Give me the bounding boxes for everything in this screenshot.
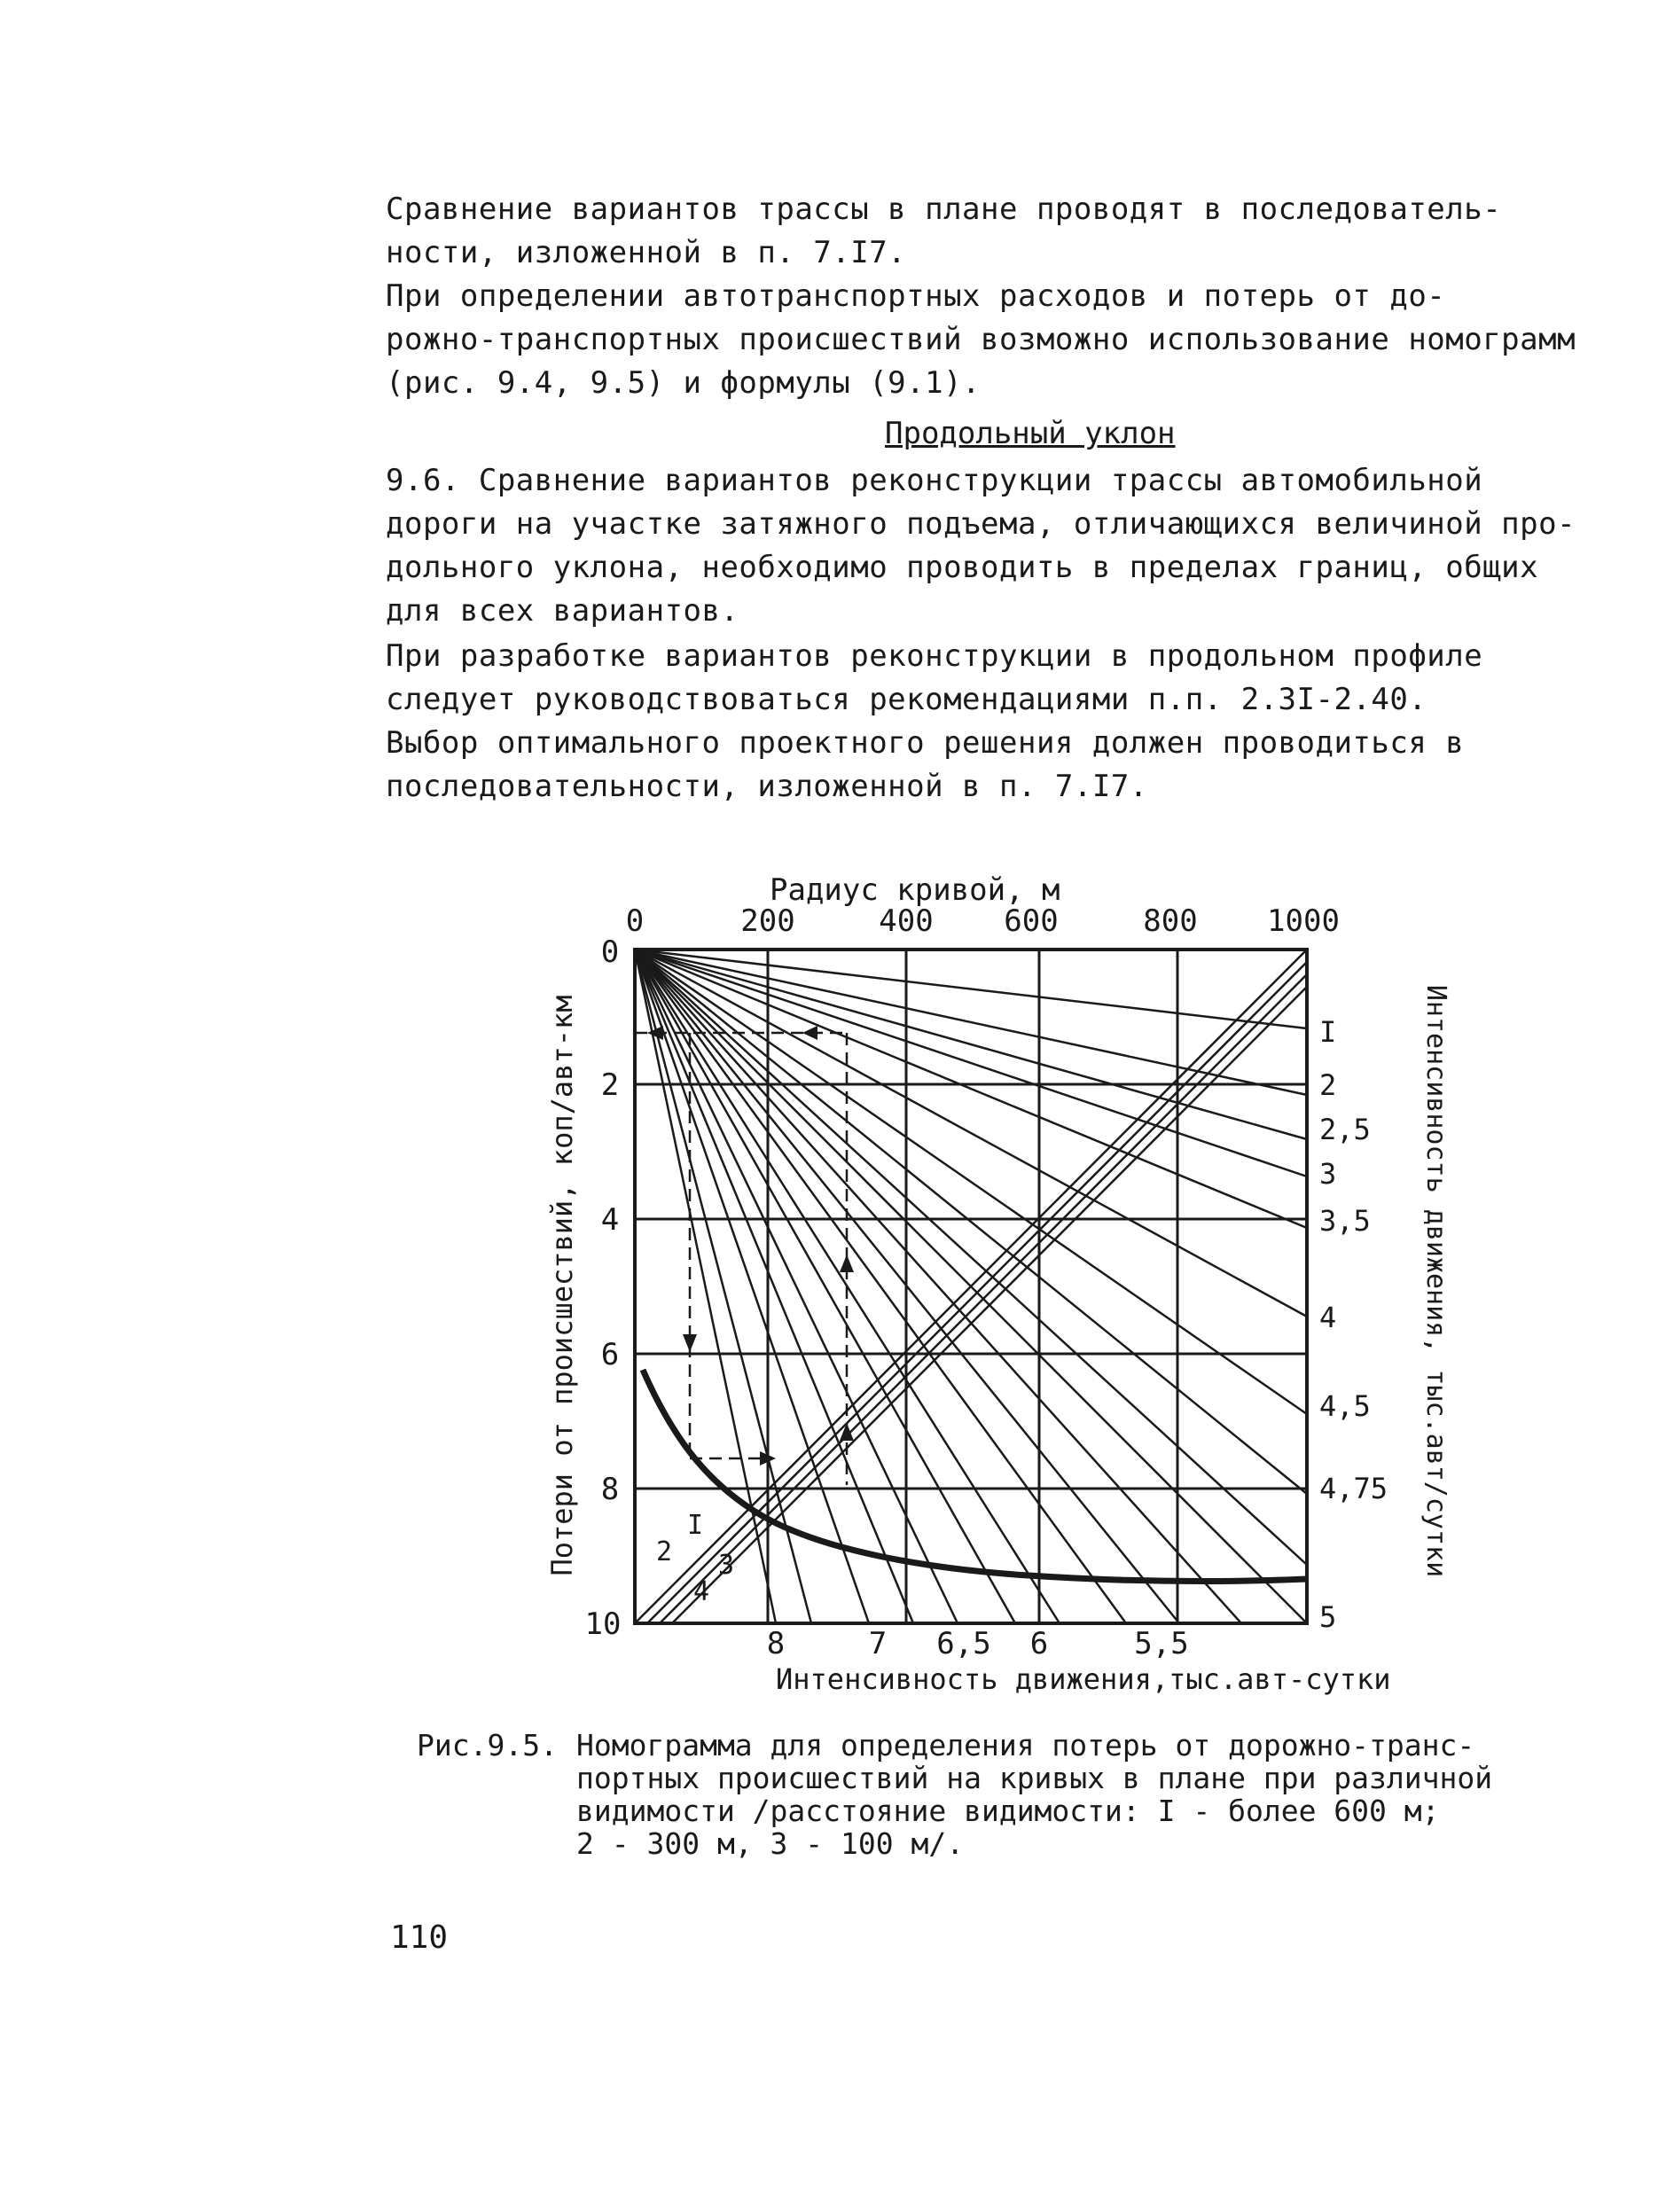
bottom-tick: 7 xyxy=(868,1626,888,1661)
loss-curve xyxy=(643,1370,1307,1582)
paragraph-2: При определении автотранспортных расходов и потерь от до- рожно-транспортных происшествий возможно использование номограмм (рис. 9.4, 9.5) и формулы (9.1). xyxy=(386,278,1576,401)
right-tick: 4 xyxy=(1319,1301,1337,1334)
bottom-axis-title: Интенсивность движения,тыс.авт-сутки xyxy=(776,1662,1391,1696)
curve-label-3: 3 xyxy=(718,1550,735,1581)
left-tick: 4 xyxy=(600,1202,620,1238)
top-tick: 0 xyxy=(625,903,645,939)
curve-label-1: I xyxy=(687,1510,704,1541)
right-tick: 3 xyxy=(1319,1157,1337,1191)
bottom-tick: 6 xyxy=(1029,1626,1049,1661)
figure-caption-text: Номограмма для определения потерь от дорожно-транс- портных происшествий на кривых в плане при различной видимости /расстояние видимости: I - более 600 м; 2 - 300 м, 3 - 100 м/. xyxy=(576,1728,1493,1861)
paragraph-3: 9.6. Сравнение вариантов реконструкции трассы автомобильной дороги на участке затяжного подъема, отличающихся величиной про- дольного уклона, необходимо проводить в пределах границ, общих для всех вариантов. xyxy=(386,463,1576,629)
top-tick: 1000 xyxy=(1267,903,1340,939)
right-axis-title: Интенсивность движения, тыс.авт/сутки xyxy=(1420,984,1451,1578)
left-tick: 2 xyxy=(600,1067,620,1103)
top-tick: 600 xyxy=(1004,903,1059,939)
paragraph-4: При разработке вариантов реконструкции в продольном профиле следует руководствоваться рекомендациями п.п. 2.3I-2.40. xyxy=(386,638,1483,717)
paragraph-1: Сравнение вариантов трассы в плане проводят в последователь- ности, изложенной в п. 7.I7. xyxy=(386,191,1502,270)
top-tick: 800 xyxy=(1143,903,1198,939)
right-tick: 4,75 xyxy=(1319,1472,1388,1505)
paragraph-5: Выбор оптимального проектного решения должен проводиться в последовательности, изложенной в п. 7.I7. xyxy=(386,725,1465,804)
left-tick: 8 xyxy=(600,1472,620,1507)
left-tick: 6 xyxy=(600,1337,620,1372)
bottom-tick: 5,5 xyxy=(1134,1626,1189,1661)
left-axis-title: Потери от происшествий, коп/авт-км xyxy=(545,995,579,1576)
left-tick: 0 xyxy=(600,934,620,970)
nomogram-figure xyxy=(532,873,1454,1707)
right-tick: I xyxy=(1319,1015,1337,1049)
bottom-tick: 6,5 xyxy=(936,1626,991,1661)
right-tick: 3,5 xyxy=(1319,1204,1371,1238)
right-tick: 2,5 xyxy=(1319,1113,1371,1146)
curve-label-2: 2 xyxy=(656,1536,673,1567)
right-tick: 2 xyxy=(1319,1068,1337,1102)
curve-label-4: 4 xyxy=(693,1576,710,1607)
bottom-tick: 8 xyxy=(766,1626,786,1661)
right-tick: 5 xyxy=(1319,1600,1337,1634)
page-number: 110 xyxy=(390,1919,449,1956)
section-heading: Продольный уклон xyxy=(885,416,1176,451)
figure-caption-label: Рис.9.5. xyxy=(417,1728,558,1763)
top-tick: 400 xyxy=(879,903,934,939)
left-tick: 10 xyxy=(584,1606,622,1642)
top-tick: 200 xyxy=(740,903,795,939)
top-axis-title: Радиус кривой, м xyxy=(770,873,1060,908)
right-tick: 4,5 xyxy=(1319,1389,1371,1423)
